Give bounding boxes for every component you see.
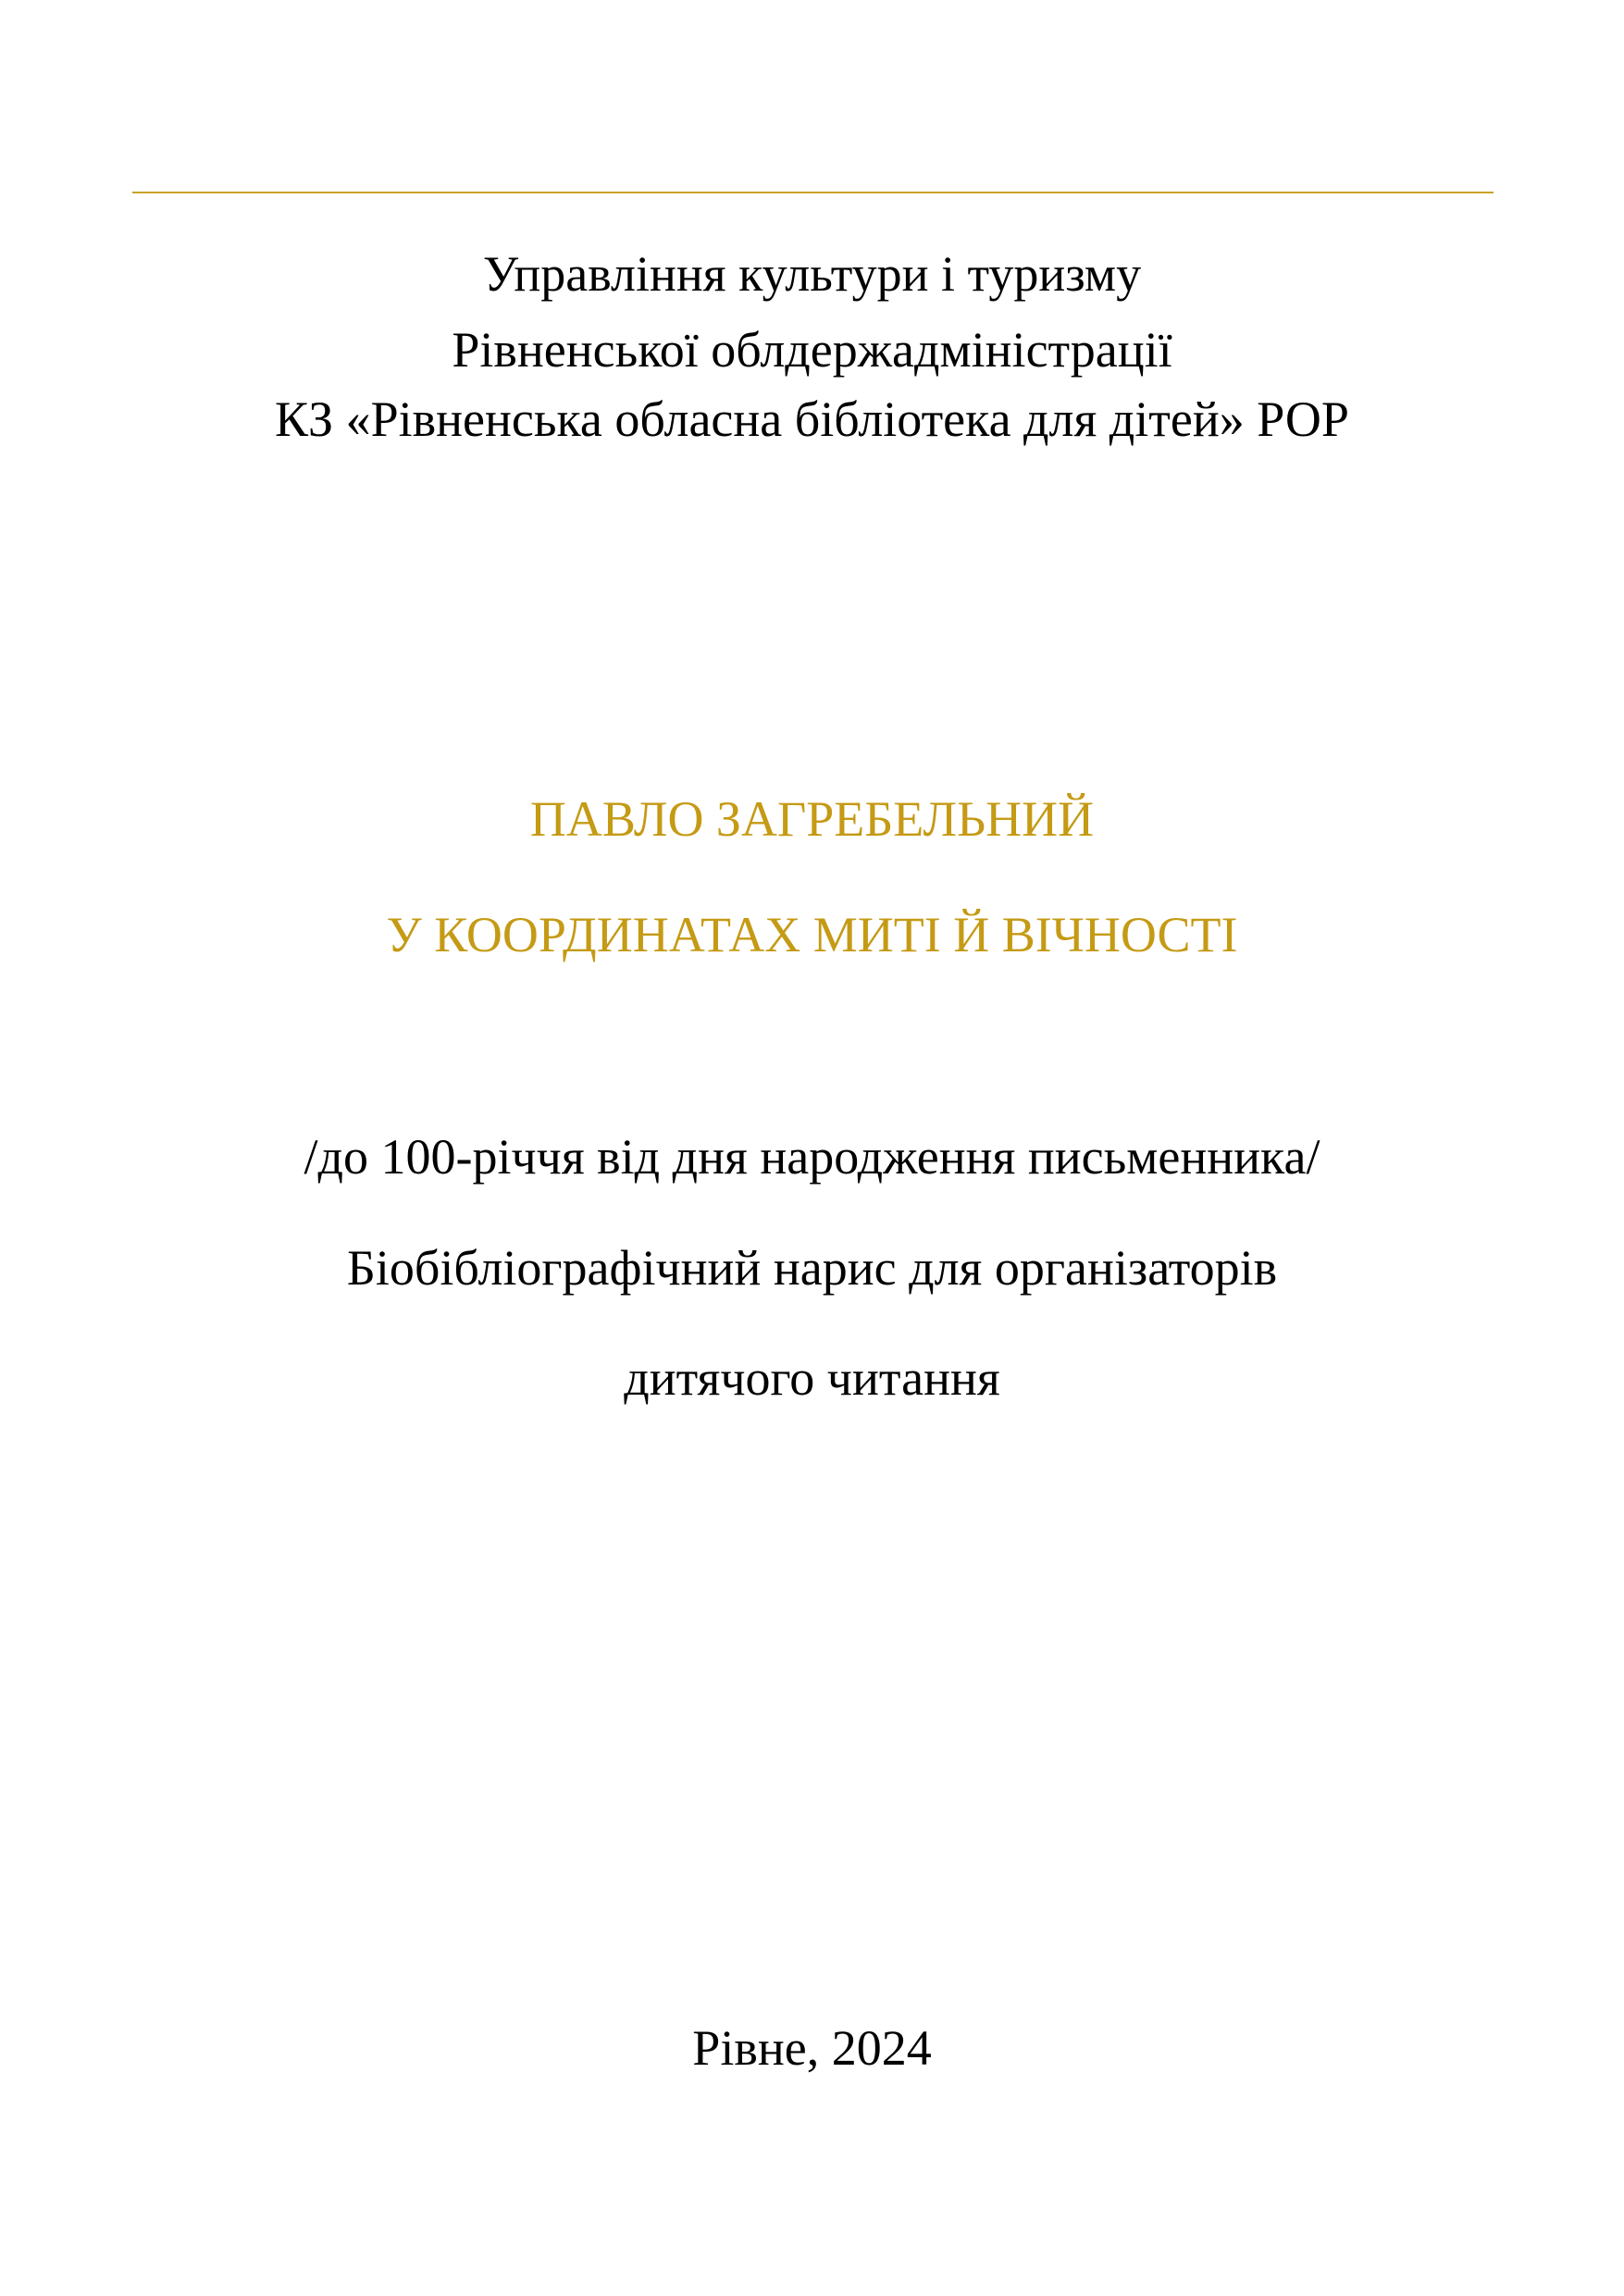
footer-place-year: Рівне, 2024 <box>692 2020 932 2076</box>
title-line-1: ПАВЛО ЗАГРЕБЕЛЬНИЙ <box>529 791 1095 847</box>
subtitle-line-3: дитячого читання <box>624 1350 1000 1406</box>
header-line-1: Управління культури і туризму <box>482 246 1142 302</box>
header-line-2: Рівненської облдержадміністрації <box>452 322 1172 378</box>
title-line-2: У КООРДИНАТАХ МИТІ Й ВІЧНОСТІ <box>386 907 1238 962</box>
header-line-3: КЗ «Рівненська обласна бібліотека для дітей» РОР <box>275 391 1349 447</box>
subtitle-line-2: Біобібліографічний нарис для організаторів <box>346 1240 1278 1296</box>
top-divider-line <box>132 192 1494 193</box>
subtitle-line-1: /до 100-річчя від дня народження письменника/ <box>304 1129 1320 1185</box>
